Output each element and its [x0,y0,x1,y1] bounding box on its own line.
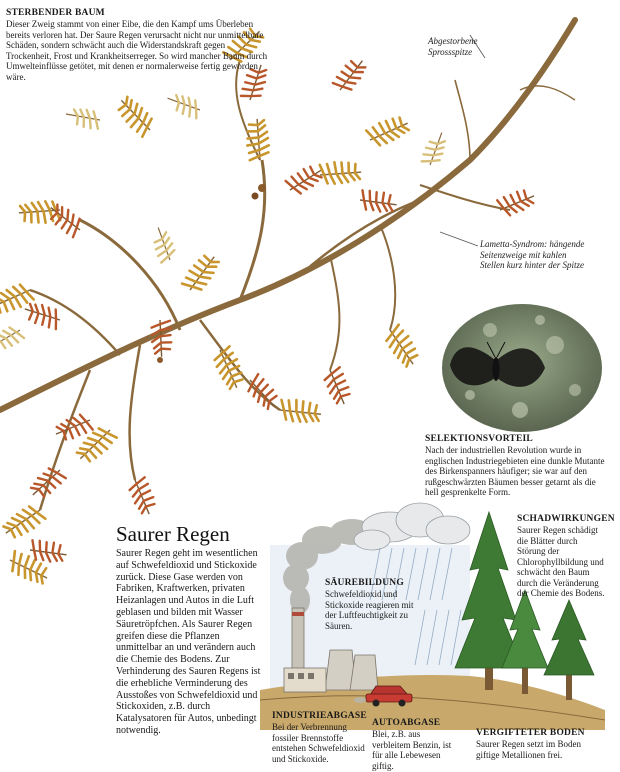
selektion-caption [425,434,605,498]
vergifteter-boden-caption [476,728,606,760]
sterbender-baum-caption [6,8,271,82]
industrieabgase-body: Bei der Verbrennung fossiler Brennstoffe entstehen Schwefeldioxid und Stickoxide. [272,722,365,764]
schadwirkungen-body: Saurer Regen schädigt die Blätter durch Störung der Chlorophyllbildung und schwächt den Baum durch die Veränderung der Chemie des Bodens. [517,525,605,598]
schadwirkungen-caption [517,514,615,599]
saeurebildung-title: SÄUREBILDUNG [325,578,404,588]
vergifteter-boden-body: Saurer Regen setzt im Boden giftige Metallionen frei. [476,739,581,760]
sterbender-baum-body: Dieser Zweig stammt von einer Eibe, die den Kampf ums Überleben bereits verloren hat. Der Saure Regen verursacht nicht nur unmittelbare Schäden, sondern schwächt auch die Widerstandskraft gegen Trockenheit, Frost und Krankheitserreger. So wird mancher Baum durch Umwelteinflüsse getötet, mit denen er normalerweise fertig geworden wäre. [6,19,268,82]
saeurebildung-body: Schwefeldioxid und Stickoxide reagieren mit der Luftfeuchtigkeit zu Säuren. [325,589,414,631]
saurer-regen-title: Saurer Regen [116,522,230,546]
autoabgase-title: AUTOABGASE [372,718,441,728]
saeurebildung-caption [325,578,425,631]
sterbender-baum-title: STERBENDER BAUM [6,8,105,18]
saurer-regen-body: Saurer Regen geht im wesentlichen auf Schwefeldioxid und Stickoxide zurück. Diese Gase werden von Fabriken, Kraftwerken, privaten Heizanlagen und Autos in die Luft geblasen und bilden mit Wasser Säuretröpfchen. Als Saurer Regen greifen diese die Pflanzen unmittelbar an und verändern auch die Chemie des Bodens. Zur Verhinderung des Sauren Regens ist die erhebliche Verminderung des Ausstoßes von Schwefeldioxid und Stickoxiden, z.B. durch Katalysatoren für Autos, unbedingt notwendig. [116,548,261,736]
autoabgase-body: Blei, z.B. aus verbleitem Benzin, ist für alle Lebewesen giftig. [372,729,452,771]
schadwirkungen-title: SCHADWIRKUNGEN [517,514,615,524]
selektion-body: Nach der industriellen Revolution wurde in englischen Industriegebieten eine dunkle Mutante des Birkenspanners häufiger; sie war auf den rußgeschwärzten Bäumen besser getarnt als die hell gesprenkelte Form. [425,445,605,497]
industrieabgase-caption [272,711,367,764]
industrieabgase-title: INDUSTRIEABGASE [272,711,367,721]
vergifteter-boden-title: VERGIFTETER BODEN [476,728,585,738]
lametta-annotation: Lametta-Syndrom: hängende Seitenzweige mit kahlen Stellen kurz hinter der Spitze [480,239,585,270]
sprossspitze-annotation: Abgestorbene Sprossspitze [428,36,478,57]
saurer-regen-section [116,522,266,737]
conifer-right [544,600,594,700]
autoabgase-caption [372,718,460,771]
selektion-title: SELEKTIONSVORTEIL [425,434,533,444]
